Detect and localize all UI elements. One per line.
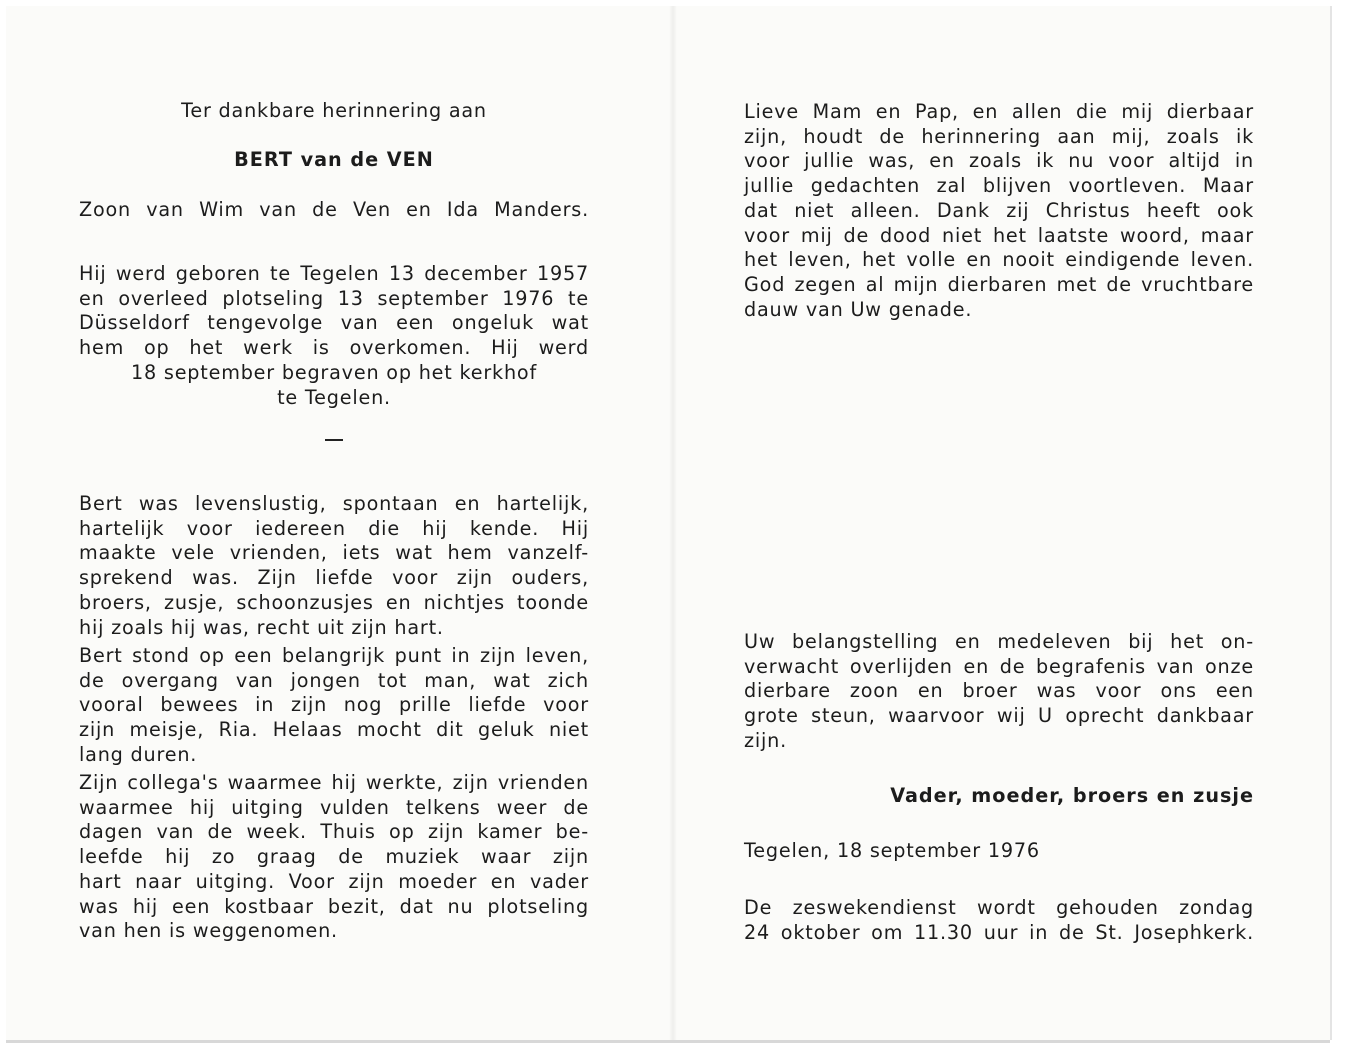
place-date: Tegelen, 18 september 1976 bbox=[744, 839, 1040, 862]
text-line: zijn meisje, Ria. Helaas mocht dit geluk niet bbox=[79, 718, 589, 742]
text-line: dat niet alleen. Dank zij Christus heeft ook bbox=[744, 198, 1254, 222]
text-line: 18 september begraven op het kerkhof bbox=[130, 360, 537, 384]
paragraph-life-stage bbox=[79, 644, 589, 768]
text-line: was hij een kostbaar bezit, dat nu plotseling bbox=[79, 894, 589, 918]
card-fold bbox=[669, 6, 677, 1040]
parents-line: Zoon van Wim van de Ven en Ida Manders. bbox=[79, 198, 589, 221]
text-line: sprekend was. Zijn liefde voor zijn ouders, bbox=[79, 566, 589, 590]
thanks-paragraph bbox=[744, 630, 1254, 754]
text-line: voor mij de dood niet het laatste woord, maar bbox=[744, 223, 1254, 247]
text-line: Uw belangstelling en medeleven bij het on- bbox=[744, 630, 1254, 653]
text-line: Bert stond op een belangrijk punt in zijn leven, bbox=[79, 644, 589, 667]
text-line: lang duren. bbox=[79, 742, 198, 766]
text-line: hem op het werk is overkomen. Hij werd bbox=[79, 336, 589, 360]
text-line: verwacht overlijden en de begrafenis van onze bbox=[744, 654, 1254, 678]
text-line: God zegen al mijn dierbaren met de vruchtbare bbox=[744, 272, 1254, 296]
text-line: dauw van Uw genade. bbox=[744, 297, 973, 321]
text-line: Düsseldorf tengevolge van een ongeluk wat bbox=[79, 311, 589, 335]
text-line: 24 oktober om 11.30 uur in de St. Josephkerk. bbox=[744, 920, 1254, 944]
text-line: grote steun, waarvoor wij U oprecht dankbaar bbox=[744, 704, 1254, 728]
text-line: Bert was levenslustig, spontaan en hartelijk, bbox=[79, 492, 589, 515]
text-line: hartelijk voor iedereen die hij kende. Hij bbox=[79, 516, 589, 540]
text-line: van hen is weggenomen. bbox=[79, 919, 338, 943]
text-line: Lieve Mam en Pap, en allen die mij dierbaar bbox=[744, 100, 1254, 123]
text-line: hart naar uitging. Voor zijn moeder en vader bbox=[79, 869, 589, 893]
paragraph-personality bbox=[79, 492, 589, 640]
text-line: waarmee hij uitging vulden telkens weer de bbox=[79, 795, 589, 819]
text-line: zijn. bbox=[744, 728, 787, 752]
text-line: dagen van de week. Thuis op zijn kamer be- bbox=[79, 820, 589, 844]
text-line: dierbare zoon en broer was voor ons een bbox=[744, 679, 1254, 703]
text-line: broers, zusje, schoonzusjes en nichtjes toonde bbox=[79, 590, 589, 614]
text-line: het leven, het volle en nooit eindigende leven. bbox=[744, 248, 1254, 272]
service-paragraph bbox=[744, 896, 1254, 945]
text-line: hij zoals hij was, recht uit zijn hart. bbox=[79, 615, 444, 639]
text-line: en overleed plotseling 13 september 1976 te bbox=[79, 286, 589, 310]
text-line: jullie gedachten zal blijven voortleven. Maar bbox=[744, 174, 1254, 198]
prayer-paragraph bbox=[744, 100, 1254, 322]
text-line: te Tegelen. bbox=[277, 385, 391, 409]
text-line: Hij werd geboren te Tegelen 13 december 1957 bbox=[79, 262, 589, 285]
paragraph-friends bbox=[79, 771, 589, 944]
text-line: Zijn collega's waarmee hij werkte, zijn vrienden bbox=[79, 771, 589, 794]
birth-death-paragraph bbox=[79, 262, 589, 410]
heading: Ter dankbare herinnering aan bbox=[181, 99, 487, 122]
text-line: de overgang van jongen tot man, wat zich bbox=[79, 668, 589, 692]
text-line: De zeswekendienst wordt gehouden zondag bbox=[744, 896, 1254, 919]
text-line: zijn, houdt de herinnering aan mij, zoals ik bbox=[744, 124, 1254, 148]
separator-dash bbox=[325, 439, 343, 441]
deceased-name: BERT van de VEN bbox=[234, 148, 434, 171]
text-line: voor jullie was, en zoals ik nu voor altijd in bbox=[744, 149, 1254, 173]
text-line: leefde hij zo graag de muziek waar zijn bbox=[79, 845, 589, 869]
text-line: vooral bewees in zijn nog prille liefde voor bbox=[79, 693, 589, 717]
text-line: maakte vele vrienden, iets wat hem vanzelf- bbox=[79, 541, 589, 565]
signature: Vader, moeder, broers en zusje bbox=[890, 784, 1254, 807]
